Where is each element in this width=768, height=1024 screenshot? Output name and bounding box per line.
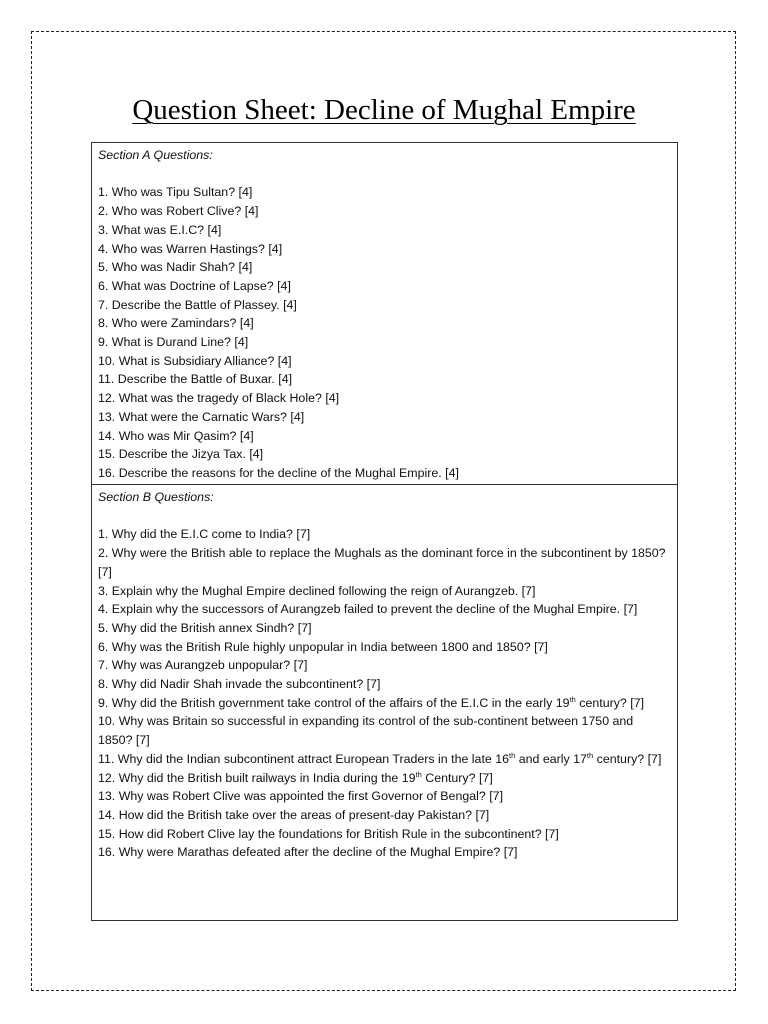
- question-text: Who was Mir Qasim?: [118, 428, 237, 443]
- section-b-box: [91, 484, 678, 921]
- section-b-question-list: [98, 525, 671, 862]
- question-text: Describe the Jizya Tax.: [118, 447, 246, 462]
- question-number: 15.: [98, 447, 116, 462]
- question-number: 9.: [98, 335, 109, 350]
- question-marks: [4]: [239, 428, 254, 443]
- question-number: 16.: [98, 845, 116, 860]
- question-number: 12.: [98, 770, 116, 785]
- question-text: What was the tragedy of Black Hole?: [118, 391, 322, 406]
- question-marks: [4]: [278, 372, 293, 387]
- question-text: century?: [575, 695, 627, 710]
- section-b-question-16: [98, 843, 671, 862]
- question-text: Why was Britain so successful in expanding its control of the sub-continent between 1750 and 1850?: [98, 714, 634, 748]
- question-text: Why did the E.I.C come to India?: [111, 527, 293, 542]
- question-number: 14.: [98, 807, 116, 822]
- question-number: 2.: [98, 204, 109, 219]
- question-text: How did Robert Clive lay the foundations for British Rule in the subcontinent?: [118, 826, 542, 841]
- question-marks: [4]: [207, 222, 222, 237]
- question-text: Who was Nadir Shah?: [111, 260, 236, 275]
- question-text: Describe the Battle of Buxar.: [117, 372, 275, 387]
- section-b-question-4: [98, 600, 671, 619]
- question-marks: [7]: [630, 695, 645, 710]
- section-a-question-7: [98, 296, 671, 315]
- section-a-question-12: [98, 389, 671, 408]
- section-b-question-12: [98, 769, 671, 788]
- section-b-question-1: [98, 525, 671, 544]
- question-text: What is Durand Line?: [111, 335, 231, 350]
- section-a-question-8: [98, 314, 671, 333]
- section-a-question-9: [98, 333, 671, 352]
- question-text: Describe the Battle of Plassey.: [111, 297, 280, 312]
- section-a-question-1: [98, 183, 671, 202]
- section-a-question-6: [98, 277, 671, 296]
- question-number: 4.: [98, 241, 109, 256]
- question-marks: [4]: [238, 185, 253, 200]
- question-marks: [7]: [521, 583, 536, 598]
- section-a-question-list: [98, 183, 671, 482]
- question-number: 13.: [98, 789, 116, 804]
- question-text: Why did Nadir Shah invade the subcontinent?: [111, 677, 364, 692]
- question-marks: [4]: [290, 409, 305, 424]
- question-text: How did the British take over the areas of present-day Pakistan?: [118, 807, 473, 822]
- question-marks: [7]: [478, 770, 493, 785]
- ordinal-suffix: th: [569, 694, 576, 704]
- question-marks: [7]: [366, 677, 381, 692]
- question-text: Why was Aurangzeb unpopular?: [111, 658, 291, 673]
- question-number: 10.: [98, 353, 116, 368]
- question-text: Explain why the successors of Aurangzeb failed to prevent the decline of the Mughal Empire.: [111, 602, 621, 617]
- section-a-question-5: [98, 258, 671, 277]
- question-text: Why was the British Rule highly unpopular in India between 1800 and 1850?: [111, 639, 531, 654]
- section-a-question-13: [98, 408, 671, 427]
- question-marks: [4]: [239, 316, 254, 331]
- question-marks: [4]: [249, 447, 264, 462]
- question-marks: [7]: [647, 751, 662, 766]
- question-number: 9.: [98, 695, 109, 710]
- question-marks: [7]: [489, 789, 504, 804]
- section-b-question-14: [98, 806, 671, 825]
- question-number: 5.: [98, 260, 109, 275]
- question-text: Who was Tipu Sultan?: [111, 185, 236, 200]
- ordinal-suffix: th: [509, 750, 516, 760]
- question-text: and early 17: [515, 751, 587, 766]
- section-a-question-3: [98, 221, 671, 240]
- section-a-question-2: [98, 202, 671, 221]
- question-text: Who was Robert Clive?: [111, 204, 242, 219]
- question-number: 2.: [98, 546, 109, 561]
- section-a-question-11: [98, 370, 671, 389]
- question-text: Why were the British able to replace the Mughals as the dominant force in the subcontinent by 1850?: [111, 546, 666, 561]
- question-marks: [7]: [293, 658, 308, 673]
- question-text: What was Doctrine of Lapse?: [111, 278, 274, 293]
- question-number: 12.: [98, 391, 116, 406]
- question-number: 7.: [98, 658, 109, 673]
- section-a-question-15: [98, 445, 671, 464]
- question-marks: [7]: [545, 826, 559, 841]
- question-text: Century?: [421, 770, 476, 785]
- section-a-question-14: [98, 427, 671, 446]
- section-a-question-16: [98, 464, 671, 483]
- question-marks: [7]: [296, 527, 311, 542]
- section-a-heading: Section A Questions:: [98, 148, 213, 162]
- question-number: 13.: [98, 409, 116, 424]
- question-marks: [4]: [268, 241, 283, 256]
- section-b-question-9: [98, 694, 671, 713]
- question-text: Describe the reasons for the decline of the Mughal Empire.: [118, 465, 442, 480]
- question-text: Why did the British annex Sindh?: [111, 620, 295, 635]
- question-number: 6.: [98, 639, 109, 654]
- section-b-question-7: [98, 656, 671, 675]
- question-marks: [4]: [325, 391, 340, 406]
- section-b-question-8: [98, 675, 671, 694]
- question-number: 6.: [98, 278, 109, 293]
- question-number: 1.: [98, 185, 109, 200]
- question-marks: [4]: [445, 465, 459, 480]
- question-text: Why did the British government take control of the affairs of the E.I.C in the early 19: [111, 695, 570, 710]
- question-marks: [7]: [98, 564, 112, 579]
- question-number: 8.: [98, 316, 109, 331]
- question-number: 14.: [98, 428, 116, 443]
- section-b-question-6: [98, 638, 671, 657]
- ordinal-suffix: th: [415, 769, 422, 779]
- section-b-question-10: [98, 712, 671, 749]
- question-number: 11.: [98, 751, 115, 766]
- question-text: Why was Robert Clive was appointed the first Governor of Bengal?: [118, 789, 486, 804]
- question-number: 8.: [98, 677, 109, 692]
- question-marks: [4]: [277, 353, 292, 368]
- question-marks: [4]: [244, 204, 259, 219]
- question-text: Explain why the Mughal Empire declined following the reign of Aurangzeb.: [111, 583, 519, 598]
- section-b-question-3: [98, 582, 671, 601]
- question-marks: [7]: [475, 807, 490, 822]
- section-a-question-10: [98, 352, 671, 371]
- ordinal-suffix: th: [586, 750, 594, 760]
- question-number: 16.: [98, 465, 116, 480]
- section-b-question-13: [98, 787, 671, 806]
- question-marks: [7]: [534, 639, 548, 654]
- section-b-question-15: [98, 825, 671, 844]
- question-number: 10.: [98, 714, 116, 729]
- question-marks: [4]: [277, 278, 291, 293]
- question-text: Why were Marathas defeated after the decline of the Mughal Empire?: [118, 845, 501, 860]
- section-b-question-11: [98, 750, 671, 769]
- question-number: 4.: [98, 602, 109, 617]
- question-number: 7.: [98, 297, 109, 312]
- question-number: 1.: [98, 527, 109, 542]
- section-b-question-5: [98, 619, 671, 638]
- question-text: Why did the British built railways in India during the 19: [118, 770, 416, 785]
- question-text: What was E.I.C?: [111, 222, 205, 237]
- question-number: 11.: [98, 372, 115, 387]
- question-text: Who was Warren Hastings?: [111, 241, 265, 256]
- question-text: What is Subsidiary Alliance?: [118, 353, 275, 368]
- question-marks: [4]: [238, 260, 253, 275]
- question-marks: [4]: [234, 335, 249, 350]
- question-marks: [7]: [623, 602, 638, 617]
- question-number: 3.: [98, 583, 109, 598]
- question-number: 5.: [98, 620, 109, 635]
- section-b-question-2: [98, 544, 671, 581]
- page-title: Question Sheet: Decline of Mughal Empire: [132, 94, 636, 126]
- question-marks: [7]: [503, 845, 518, 860]
- question-marks: [7]: [135, 733, 150, 748]
- question-marks: [7]: [297, 620, 312, 635]
- question-number: 15.: [98, 826, 116, 841]
- section-b-heading: Section B Questions:: [98, 490, 214, 504]
- question-text: Why did the Indian subcontinent attract European Traders in the late 16: [117, 751, 510, 766]
- question-marks: [4]: [283, 297, 297, 312]
- question-text: century?: [593, 751, 645, 766]
- section-a-question-4: [98, 240, 671, 259]
- question-text: What were the Carnatic Wars?: [118, 409, 287, 424]
- question-text: Who were Zamindars?: [111, 316, 237, 331]
- section-a-box: [91, 142, 678, 485]
- question-number: 3.: [98, 222, 109, 237]
